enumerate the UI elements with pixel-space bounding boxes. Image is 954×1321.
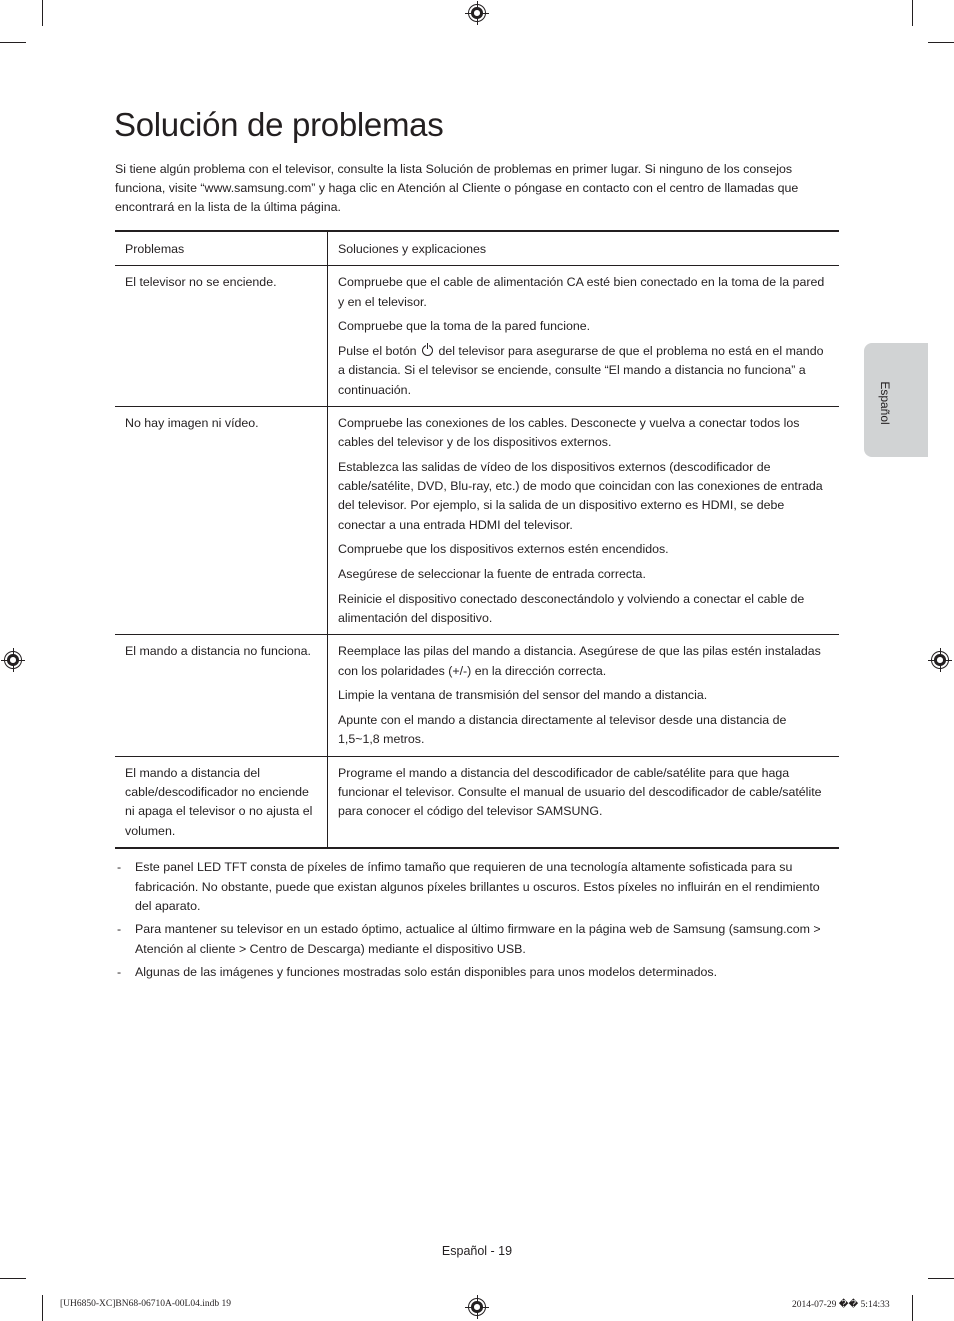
crop-mark [42,0,43,26]
solution-text: Establezca las salidas de vídeo de los dispositivos externos (descodificador de cable/satélite, DVD, Blu-ray, etc.) de modo que coincidan con las conexiones de entrada del televisor. Por ejemplo, si la salida de un dispositivo externo es HDMI, se debe conectar a una entrada HDMI del televisor. [338,459,823,532]
solution-text: Compruebe las conexiones de los cables. Desconecte y vuelva a conectar todos los cables del televisor y de los dispositivos externos. [338,415,800,450]
solutions-cell [328,406,840,635]
registration-mark-icon [931,651,949,669]
table-row [115,406,839,635]
crop-mark [0,42,26,43]
language-tab-label: Español [878,381,892,425]
table-row [115,266,839,407]
crop-mark [42,1295,43,1321]
solution-text-part: del televisor para asegurarse de que el problema no está en el mando a distancia. Si el televisor se enciende, consulte “El mando a distancia no funciona” a continuación. [338,343,824,397]
problem-cell: No hay imagen ni vídeo. [115,406,328,635]
language-side-tab [864,343,928,457]
note-item [115,963,827,983]
troubleshooting-table [115,230,839,849]
solutions-cell [328,756,840,848]
note-marker: - [117,860,122,874]
registration-mark-icon [4,651,22,669]
table-row [115,635,839,756]
table-header-row [115,231,839,266]
crop-mark [0,1278,26,1279]
note-marker: - [117,922,122,936]
registration-mark-icon [468,1298,486,1316]
column-header-problems: Problemas [115,231,328,266]
crop-mark [912,1295,913,1321]
solution-text: Programe el mando a distancia del descodificador de cable/satélite para que haga funcionar el televisor. Consulte el manual de usuario del descodificador de cable/satélite para conocer el código del televisor SAMSUNG. [338,765,822,819]
solutions-cell [328,635,840,756]
solution-text: Compruebe que los dispositivos externos estén encendidos. [338,542,669,557]
footer-file-info: [UH6850-XC]BN68-06710A-00L04.indb 19 [60,1299,231,1309]
note-item [115,858,827,917]
note-text: Algunas de las imágenes y funciones mostradas solo están disponibles para unos modelos determinados. [135,964,718,979]
solution-text: Limpie la ventana de transmisión del sensor del mando a distancia. [338,688,708,703]
crop-mark [928,42,954,43]
solution-text: Apunte con el mando a distancia directamente al televisor desde una distancia de 1,5~1,8 metros. [338,713,787,747]
intro-paragraph: Si tiene algún problema con el televisor, consulte la lista Solución de problemas en primer lugar. Si ninguno de los consejos funciona, visite “www.samsung.com” y haga clic en Atención al Cliente o póngase en contacto con el centro de llamadas que encontrará en la lista de la última página. [115,162,799,214]
problem-cell: El mando a distancia no funciona. [115,635,328,756]
page-number: Español - 19 [441,1244,513,1258]
page-title: Solución de problemas [114,106,444,143]
solution-text-part: Pulse el botón [338,343,417,358]
table-row [115,756,839,848]
note-text: Para mantener su televisor en un estado óptimo, actualice al último firmware en la página web de Samsung (samsung.com > Atención al cliente > Centro de Descarga) mediante el dispositivo USB. [135,922,821,956]
solution-text: Reinicie el dispositivo conectado desconectándolo y volviendo a conectar el cable de alimentación del dispositivo. [338,591,805,626]
solution-text: Asegúrese de seleccionar la fuente de entrada correcta. [338,567,646,582]
notes-list [115,858,827,986]
footer-datetime: 2014-07-29 �� 5:14:33 [792,1300,890,1310]
solution-text: Reemplace las pilas del mando a distancia. Asegúrese de que las pilas estén instaladas con los polaridades (+/-) en la dirección correcta. [338,644,821,678]
solution-text: Compruebe que el cable de alimentación CA esté bien conectado en la toma de la pared y en el televisor. [338,275,825,309]
column-header-solutions: Soluciones y explicaciones [328,231,840,266]
note-marker: - [117,964,122,979]
power-icon [422,345,433,356]
problem-cell: El televisor no se enciende. [115,266,328,407]
note-item [115,920,827,959]
registration-mark-icon [468,4,486,22]
solutions-cell [328,266,840,407]
crop-mark [912,0,913,26]
solution-text: Compruebe que la toma de la pared funcione. [338,319,591,334]
crop-mark [928,1278,954,1279]
problem-cell: El mando a distancia del cable/descodificador no enciende ni apaga el televisor o no ajusta el volumen. [115,756,328,848]
note-text: Este panel LED TFT consta de píxeles de ínfimo tamaño que requieren de una tecnología altamente sofisticada para su fabricación. No obstante, puede que existan algunos píxeles brillantes u oscuros. Estos píxeles no influirán en el rendimiento del aparato. [135,860,820,913]
solution-text [338,342,830,400]
